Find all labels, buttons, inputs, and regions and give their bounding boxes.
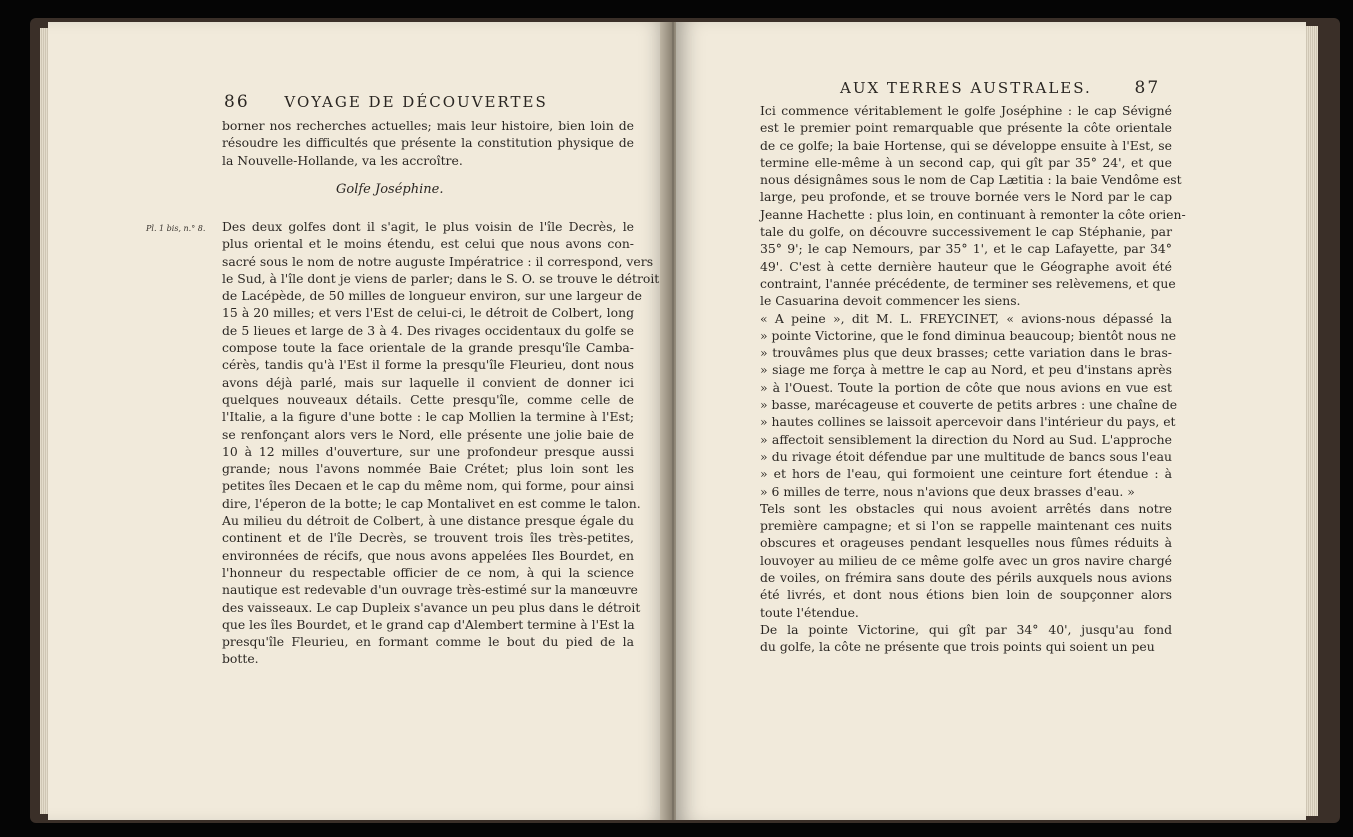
text-line: environnées de récifs, que nous avons appelées Iles Bourdet, en	[222, 547, 634, 563]
left-running-head: VOYAGE DE DÉCOUVERTES	[284, 93, 548, 111]
text-line: avons déjà parlé, mais sur laquelle il convient de donner ici	[222, 374, 634, 390]
text-line: compose toute la face orientale de la grande presqu'île Camba-	[222, 340, 634, 356]
text-line: louvoyer au milieu de ce même golfe avec un gros navire chargé	[760, 552, 1172, 568]
text-line: » affectoit sensiblement la direction du Nord au Sud. L'approche	[760, 431, 1172, 447]
text-line: première campagne; et si l'on se rappelle maintenant ces nuits	[760, 518, 1172, 534]
text-line: 49'. C'est à cette dernière hauteur que le Géographe avoit été	[760, 258, 1172, 274]
left-intro-text	[222, 117, 634, 169]
right-page-number: 87	[1134, 78, 1161, 98]
text-line: termine elle-même à un second cap, qui gît par 35° 24', et que	[760, 154, 1172, 170]
text-line: que les îles Bourdet, et le grand cap d'Alembert termine à l'Est la	[222, 616, 635, 632]
left-page	[48, 22, 668, 820]
text-line: été livrés, et dont nous étions bien loin de soupçonner alors	[760, 587, 1172, 603]
text-line: se renfonçant alors vers le Nord, elle présente une jolie baie de	[222, 426, 634, 442]
text-line: l'honneur du respectable officier de ce nom, à qui la science	[222, 564, 634, 580]
text-line: » siage me força à mettre le cap au Nord, et peu d'instans après	[760, 362, 1172, 378]
right-body-text	[760, 102, 1186, 656]
text-line: la Nouvelle-Hollande, va les accroître.	[222, 152, 463, 168]
text-line: Jeanne Hachette : plus loin, en continuant à remonter la côte orien-	[760, 206, 1186, 222]
right-page-header	[840, 78, 1160, 98]
text-line: obscures et orageuses pendant lesquelles nous fûmes réduits à	[760, 535, 1172, 551]
text-line: Au milieu du détroit de Colbert, à une distance presque égale du	[222, 513, 634, 529]
text-line: de ce golfe; la baie Hortense, qui se développe ensuite à l'Est, se	[760, 137, 1172, 153]
text-line: » et hors de l'eau, qui formoient une ceinture fort étendue : à	[760, 466, 1172, 482]
text-line: presqu'île Fleurieu, en formant comme le bout du pied de la	[222, 634, 634, 650]
text-line: continent et de l'île Decrès, se trouvent trois îles très-petites,	[222, 530, 634, 546]
text-line: sacré sous le nom de notre auguste Impératrice : il correspond, vers	[222, 253, 654, 269]
text-line: grande; nous l'avons nommée Baie Crétet; plus loin sont les	[222, 461, 634, 477]
text-line: plus oriental et le moins étendu, est celui que nous avons con-	[222, 236, 634, 252]
text-line: le Casuarina devoit commencer les siens.	[760, 293, 1021, 309]
right-page	[676, 22, 1306, 820]
text-line: De la pointe Victorine, qui gît par 34° 40', jusqu'au fond	[760, 621, 1172, 637]
left-body-text	[222, 218, 660, 668]
text-line: cérès, tandis qu'à l'Est il forme la presqu'île Fleurieu, dont nous	[222, 357, 634, 373]
text-line: » hautes collines se laissoit apercevoir dans l'intérieur du pays, et	[760, 414, 1176, 430]
text-line: contraint, l'année précédente, de terminer ses relèvemens, et que	[760, 275, 1176, 291]
text-line: 15 à 20 milles; et vers l'Est de celui-ci, le détroit de Colbert, long	[222, 305, 634, 321]
text-line: » pointe Victorine, que le fond diminua beaucoup; bientôt nous ne	[760, 327, 1177, 343]
text-line: le Sud, à l'île dont je viens de parler; dans le S. O. se trouve le détroit	[222, 270, 660, 286]
text-line: large, peu profonde, et se trouve bornée vers le Nord par le cap	[760, 189, 1172, 205]
text-line: petites îles Decaen et le cap du même nom, qui forme, pour ainsi	[222, 478, 634, 494]
text-line: » à l'Ouest. Toute la portion de côte que nous avions en vue est	[760, 379, 1172, 395]
text-line: est le premier point remarquable que présente la côte orientale	[760, 120, 1172, 136]
text-line: » trouvâmes plus que deux brasses; cette variation dans le bras-	[760, 345, 1172, 361]
text-line: » basse, marécageuse et couverte de petits arbres : une chaîne de	[760, 397, 1178, 413]
text-line: résoudre les difficultés que présente la constitution physique de	[222, 135, 634, 151]
text-line: dire, l'éperon de la botte; le cap Montalivet en est comme le talon.	[222, 495, 641, 511]
text-line: de voiles, on frémira sans doute des périls auxquels nous avions	[760, 570, 1172, 586]
text-line: de 5 lieues et large de 3 à 4. Des rivages occidentaux du golfe se	[222, 322, 634, 338]
text-line: Ici commence véritablement le golfe Joséphine : le cap Sévigné	[760, 103, 1172, 118]
text-line: de Lacépède, de 50 milles de longueur environ, sur une largeur de	[222, 288, 642, 304]
text-line: tale du golfe, on découvre successivement le cap Stéphanie, par	[760, 224, 1172, 240]
text-line: « A peine », dit M. L. FREYCINET, « avions-nous dépassé la	[760, 310, 1172, 326]
text-line: » 6 milles de terre, nous n'avions que deux brasses d'eau. »	[760, 483, 1135, 499]
text-line: botte.	[222, 651, 259, 667]
text-line: 35° 9'; le cap Nemours, par 35° 1', et le cap Lafayette, par 34°	[760, 241, 1172, 257]
text-line: » du rivage étoit défendue par une multitude de bancs sous l'eau	[760, 448, 1172, 464]
text-line: Tels sont les obstacles qui nous avoient arrêtés dans notre	[760, 500, 1172, 516]
text-line: nautique est redevable d'un ouvrage très-estimé sur la manœuvre	[222, 582, 638, 598]
text-line: borner nos recherches actuelles; mais leur histoire, bien loin de	[222, 118, 634, 133]
text-line: du golfe, la côte ne présente que trois points qui soient un peu	[760, 639, 1155, 655]
left-page-number: 86	[224, 92, 250, 112]
text-line: des vaisseaux. Le cap Dupleix s'avance un peu plus dans le détroit	[222, 599, 641, 615]
text-line: 10 à 12 milles d'ouverture, sur une profondeur presque aussi	[222, 443, 634, 459]
text-line: Des deux golfes dont il s'agit, le plus voisin de l'île Decrès, le	[222, 219, 634, 234]
right-running-head: AUX TERRES AUSTRALES.	[840, 79, 1092, 97]
text-line: quelques nouveaux détails. Cette presqu'île, comme celle de	[222, 391, 634, 407]
text-line: toute l'étendue.	[760, 604, 859, 620]
section-title: Golfe Joséphine.	[336, 182, 444, 197]
left-page-header	[224, 92, 548, 112]
margin-note: Pl. 1 bis, n.° 8.	[146, 224, 206, 233]
text-line: nous désignâmes sous le nom de Cap Lætitia : la baie Vendôme est	[760, 172, 1182, 188]
text-line: l'Italie, a la figure d'une botte : le cap Mollien la termine à l'Est;	[222, 409, 634, 425]
